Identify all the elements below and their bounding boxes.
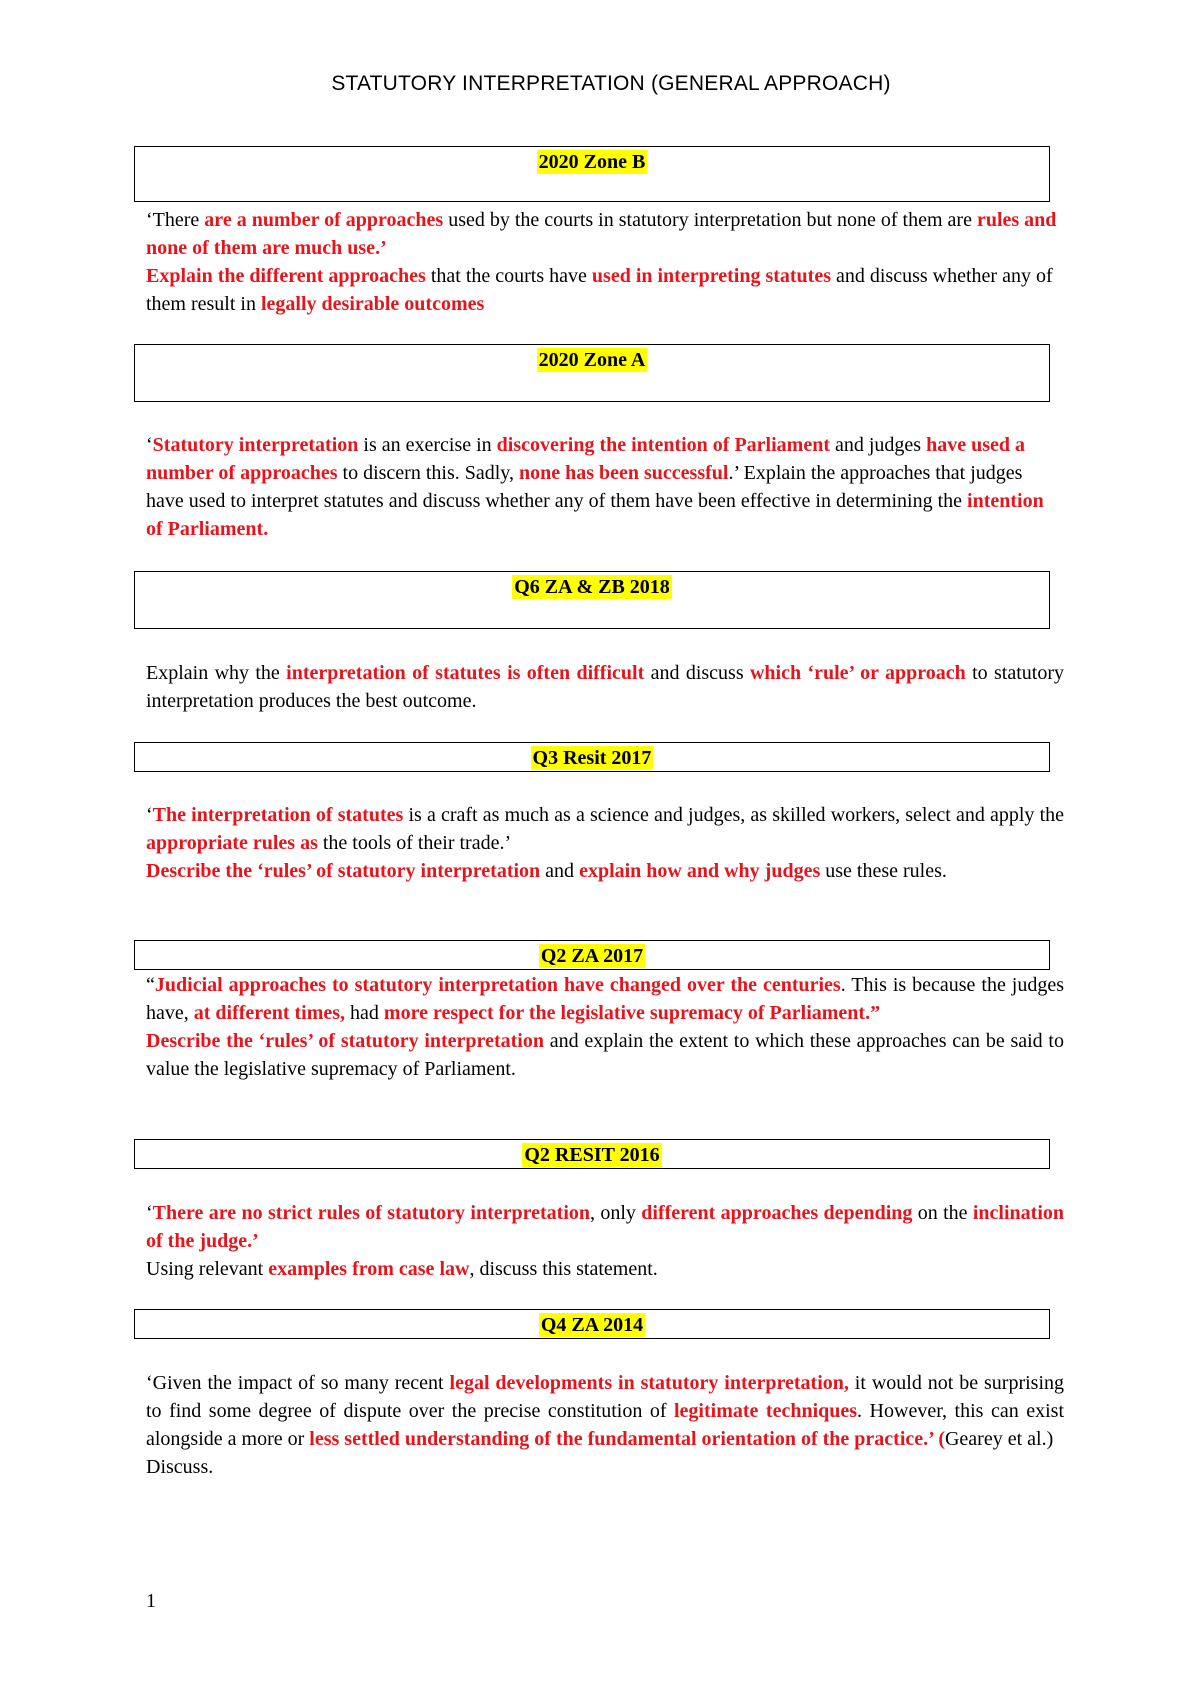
emphasis-text: interpretation of statutes is often difficult [286,662,645,684]
emphasis-text: are a number of approaches [204,209,444,231]
emphasis-text: more respect for the legislative supremacy of Parliament.” [383,1002,881,1024]
body-text: ‘There [146,209,205,231]
body-text: on the [912,1202,973,1224]
emphasis-text: less settled understanding of the fundamental orientation of the practice.’ ( [309,1428,945,1450]
body-text: ‘ [146,434,153,456]
question-paragraph [146,857,1064,885]
question-text [146,1369,1064,1481]
emphasis-text: examples from case law [268,1258,470,1280]
heading-box [134,571,1050,629]
question-paragraph [146,1453,1064,1481]
emphasis-text: The interpretation of statutes [152,804,404,826]
section-heading: Q2 ZA 2017 [540,945,644,967]
section-heading: 2020 Zone B [538,151,646,173]
question-paragraph [146,801,1064,857]
body-text: . This is because the judges have, [146,974,1064,1024]
body-text: and discuss [644,662,750,684]
body-text: , discuss this statement. [469,1258,658,1280]
body-text: is an exercise in [358,434,497,456]
emphasis-text: Explain the different approaches [146,265,426,287]
emphasis-text: explain how and why judges [579,860,821,882]
body-text: that the courts have [425,265,592,287]
question-text [146,1199,1064,1283]
section-heading: Q2 RESIT 2016 [524,1144,660,1166]
body-text: and judges [829,434,927,456]
body-text: Using relevant [146,1258,269,1280]
section-heading: Q4 ZA 2014 [540,1314,644,1336]
body-text: and [540,860,580,882]
question-paragraph [146,1255,1064,1283]
emphasis-text: appropriate rules as [146,832,318,854]
section-heading: Q6 ZA & ZB 2018 [514,576,670,598]
page-number: 1 [146,1590,156,1612]
section-heading: 2020 Zone A [538,349,646,371]
question-text [146,659,1064,715]
body-text: .’ Explain the approaches that judges have used to interpret statutes and discuss whether any of them have been effective in determining the [146,462,1023,512]
body-text: Gearey et al.) [944,1428,1054,1450]
question-paragraph [146,431,1064,543]
body-text: ‘ [146,1202,153,1224]
emphasis-text: Judicial approaches to statutory interpretation have changed over the centuries [154,974,841,996]
body-text: to discern this. Sadly, [337,462,519,484]
heading-box [134,146,1050,202]
body-text: and discuss whether any of them result in [146,265,1053,315]
emphasis-text: which ‘rule’ or approach [749,662,966,684]
body-text: ‘ [146,804,153,826]
body-text: had [345,1002,384,1024]
body-text: . However, this can exist alongside a more or [146,1400,1064,1450]
heading-box [134,742,1050,772]
emphasis-text: Describe the ‘rules’ of statutory interpretation [146,1030,544,1052]
body-text: Explain why the [146,662,287,684]
question-paragraph [146,206,1064,262]
emphasis-text: legitimate techniques [674,1400,858,1422]
body-text: Discuss. [146,1456,214,1478]
body-text: is a craft as much as a science and judges, as skilled workers, select and apply the [403,804,1065,826]
emphasis-text: legally desirable outcomes [260,293,485,315]
emphasis-text: have used a number of approaches [146,434,1025,484]
heading-box [134,1139,1050,1169]
emphasis-text: intention of Parliament. [146,490,1044,540]
body-text: and explain the extent to which these approaches can be said to value the legislative supremacy of Parliament. [146,1030,1064,1080]
body-text: ‘Given the impact of so many recent [146,1372,450,1394]
question-paragraph [146,1027,1064,1083]
body-text: “ [146,974,155,996]
body-text: used by the courts in statutory interpretation but none of them are [443,209,977,231]
page-title: STATUTORY INTERPRETATION (GENERAL APPROACH) [331,72,891,95]
emphasis-text: There are no strict rules of statutory interpretation [152,1202,591,1224]
emphasis-text: rules and none of them are much use.’ [146,209,1057,259]
section-heading: Q3 Resit 2017 [532,747,652,769]
question-text [146,971,1064,1083]
question-paragraph [146,659,1064,715]
emphasis-text: none has been successful [518,462,729,484]
question-paragraph [146,262,1064,318]
heading-box [134,1309,1050,1339]
question-paragraph [146,1369,1064,1453]
emphasis-text: Describe the ‘rules’ of statutory interpretation [146,860,541,882]
heading-box [134,344,1050,402]
emphasis-text: Statutory interpretation [152,434,359,456]
question-paragraph [146,971,1064,1027]
heading-box [134,940,1050,970]
emphasis-text: different approaches depending [641,1202,913,1224]
body-text: , only [590,1202,642,1224]
body-text: to statutory interpretation produces the best outcome. [146,662,1065,712]
question-text [146,206,1064,318]
emphasis-text: at different times, [193,1002,346,1024]
body-text: it would not be surprising to find some degree of dispute over the precise constitution of [146,1372,1065,1422]
question-paragraph [146,1199,1064,1255]
emphasis-text: inclination of the judge.’ [146,1202,1065,1252]
body-text: use these rules. [820,860,947,882]
body-text: the tools of their trade.’ [317,832,512,854]
question-text [146,431,1064,543]
emphasis-text: used in interpreting statutes [591,265,831,287]
emphasis-text: discovering the intention of Parliament [496,434,830,456]
question-text [146,801,1064,885]
emphasis-text: legal developments in statutory interpretation, [449,1372,849,1394]
